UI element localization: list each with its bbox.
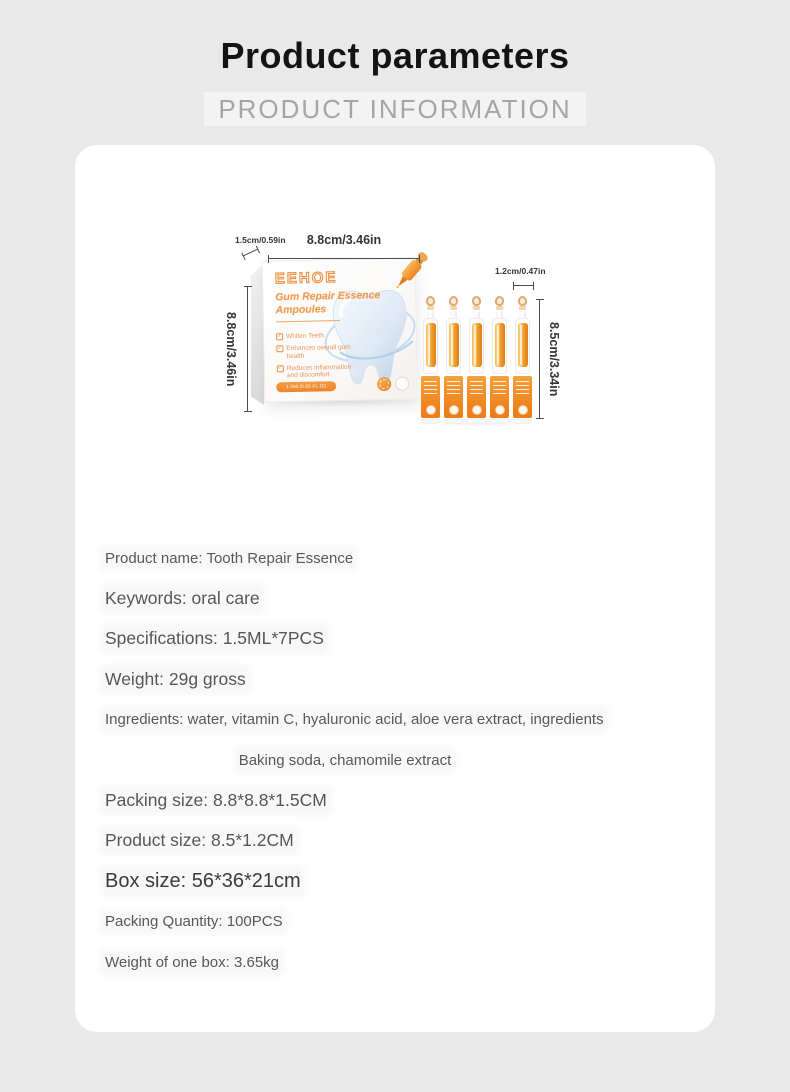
- spec-text: Product name: Tooth Repair Essence: [105, 549, 354, 567]
- ampoule-cap-icon: [425, 296, 436, 311]
- page-title: Product parameters: [220, 35, 570, 76]
- dim-ampoule-width-label: 1.2cm/0.47in: [495, 266, 546, 276]
- feature-item: [277, 363, 355, 380]
- ampoule: [466, 296, 487, 423]
- ampoule-label: [421, 376, 440, 418]
- ampoule-body: [446, 318, 461, 374]
- spec-row-packing-quantity: [105, 902, 687, 942]
- ampoule-body: [469, 318, 484, 374]
- ampoule-cap-icon: [494, 296, 505, 311]
- ampoule-neck: [496, 311, 503, 318]
- page-subtitle: [0, 92, 790, 126]
- ampoule-tail: [490, 419, 509, 424]
- dim-box-depth-line: [243, 248, 259, 256]
- feature-label: Whiten Teeth: [286, 332, 325, 341]
- dim-box-width-line: [268, 258, 420, 259]
- spec-text: Ingredients: water, vitamin C, hyaluronic acid, aloe vera extract, ingredients: [105, 711, 604, 729]
- dim-box-height-line: [247, 286, 248, 412]
- dim-box-width-label: 8.8cm/3.46in: [306, 233, 382, 247]
- spec-text: Keywords: oral care: [105, 588, 260, 609]
- spec-text: Box size: 56*36*21cm: [105, 869, 301, 892]
- check-icon: ✓: [277, 364, 283, 371]
- spec-list: [105, 538, 687, 982]
- product-card: [75, 145, 715, 1032]
- spec-row-packing-size: [105, 780, 687, 820]
- spec-text: Specifications: 1.5ML*7PCS: [105, 628, 324, 649]
- spec-row-product-name: [105, 538, 687, 578]
- page-subtitle-text: PRODUCT INFORMATION: [204, 92, 585, 126]
- spec-text: Product size: 8.5*1.2CM: [105, 830, 294, 851]
- ampoule-tail: [421, 419, 440, 424]
- ampoule: [443, 296, 464, 423]
- dim-box-height-label: 8.8cm/3.46in: [224, 311, 238, 387]
- spec-text: Packing size: 8.8*8.8*1.5CM: [105, 790, 327, 811]
- brand-logo: EEHOE: [274, 269, 338, 288]
- spec-row-product-size: [105, 821, 687, 861]
- check-icon: ✓: [277, 333, 283, 340]
- ampoule: [489, 296, 510, 423]
- product-figure: [75, 145, 715, 455]
- ampoule-tail: [444, 419, 463, 424]
- spec-row-specifications: [105, 619, 687, 659]
- ampoule-cap-icon: [471, 296, 482, 311]
- spec-row-box-size: [105, 861, 687, 901]
- ampoule-cap-icon: [517, 296, 528, 311]
- spec-row-keywords: [105, 578, 687, 618]
- dim-ampoule-height-line: [539, 299, 540, 419]
- box-feature-list: [276, 332, 355, 385]
- ampoule-label: [490, 376, 509, 418]
- ampoule-body: [515, 318, 530, 374]
- ampoule-neck: [519, 311, 526, 318]
- box-product-name: Gum Repair Essence Ampoules: [275, 289, 381, 317]
- ampoule-neck: [473, 311, 480, 318]
- ampoule-tail: [467, 419, 486, 424]
- ampoule-neck: [427, 311, 434, 318]
- spec-text: Packing Quantity: 100PCS: [105, 913, 283, 931]
- volume-badge: 1.5ML/0.05 FL OZ: [276, 381, 336, 392]
- spec-row-ingredients: [105, 700, 687, 740]
- feature-label: Enhances overall gum health: [286, 343, 351, 360]
- dim-box-depth-label: 1.5cm/0.59in: [235, 235, 286, 245]
- ampoule-body: [492, 318, 507, 374]
- ampoule-cap-icon: [448, 296, 459, 311]
- spec-row-ingredients-cont: [105, 740, 585, 780]
- ampoule: [420, 296, 441, 423]
- ampoule-label: [444, 376, 463, 418]
- dim-ampoule-width-line: [513, 285, 534, 286]
- ampoule-tail: [513, 419, 532, 424]
- spec-row-box-weight: [105, 942, 687, 982]
- ampoule-neck: [450, 311, 457, 318]
- ampoule-row: [420, 296, 533, 423]
- ampoule-label: [467, 376, 486, 418]
- spec-text: Weight of one box: 3.65kg: [105, 953, 280, 971]
- spec-row-weight: [105, 659, 687, 699]
- ampoule: [512, 296, 533, 423]
- feature-item: [276, 332, 354, 341]
- spec-text: Baking soda, chamomile extract: [238, 751, 452, 769]
- ampoule-label: [513, 376, 532, 418]
- feature-item: [276, 344, 354, 361]
- feature-label: Reduces inflammation and discomfort: [286, 363, 352, 380]
- ampoule-body: [423, 318, 438, 374]
- check-icon: ✓: [277, 345, 283, 352]
- dim-ampoule-height-label: 8.5cm/3.34in: [547, 321, 561, 397]
- spec-text: Weight: 29g gross: [105, 668, 246, 689]
